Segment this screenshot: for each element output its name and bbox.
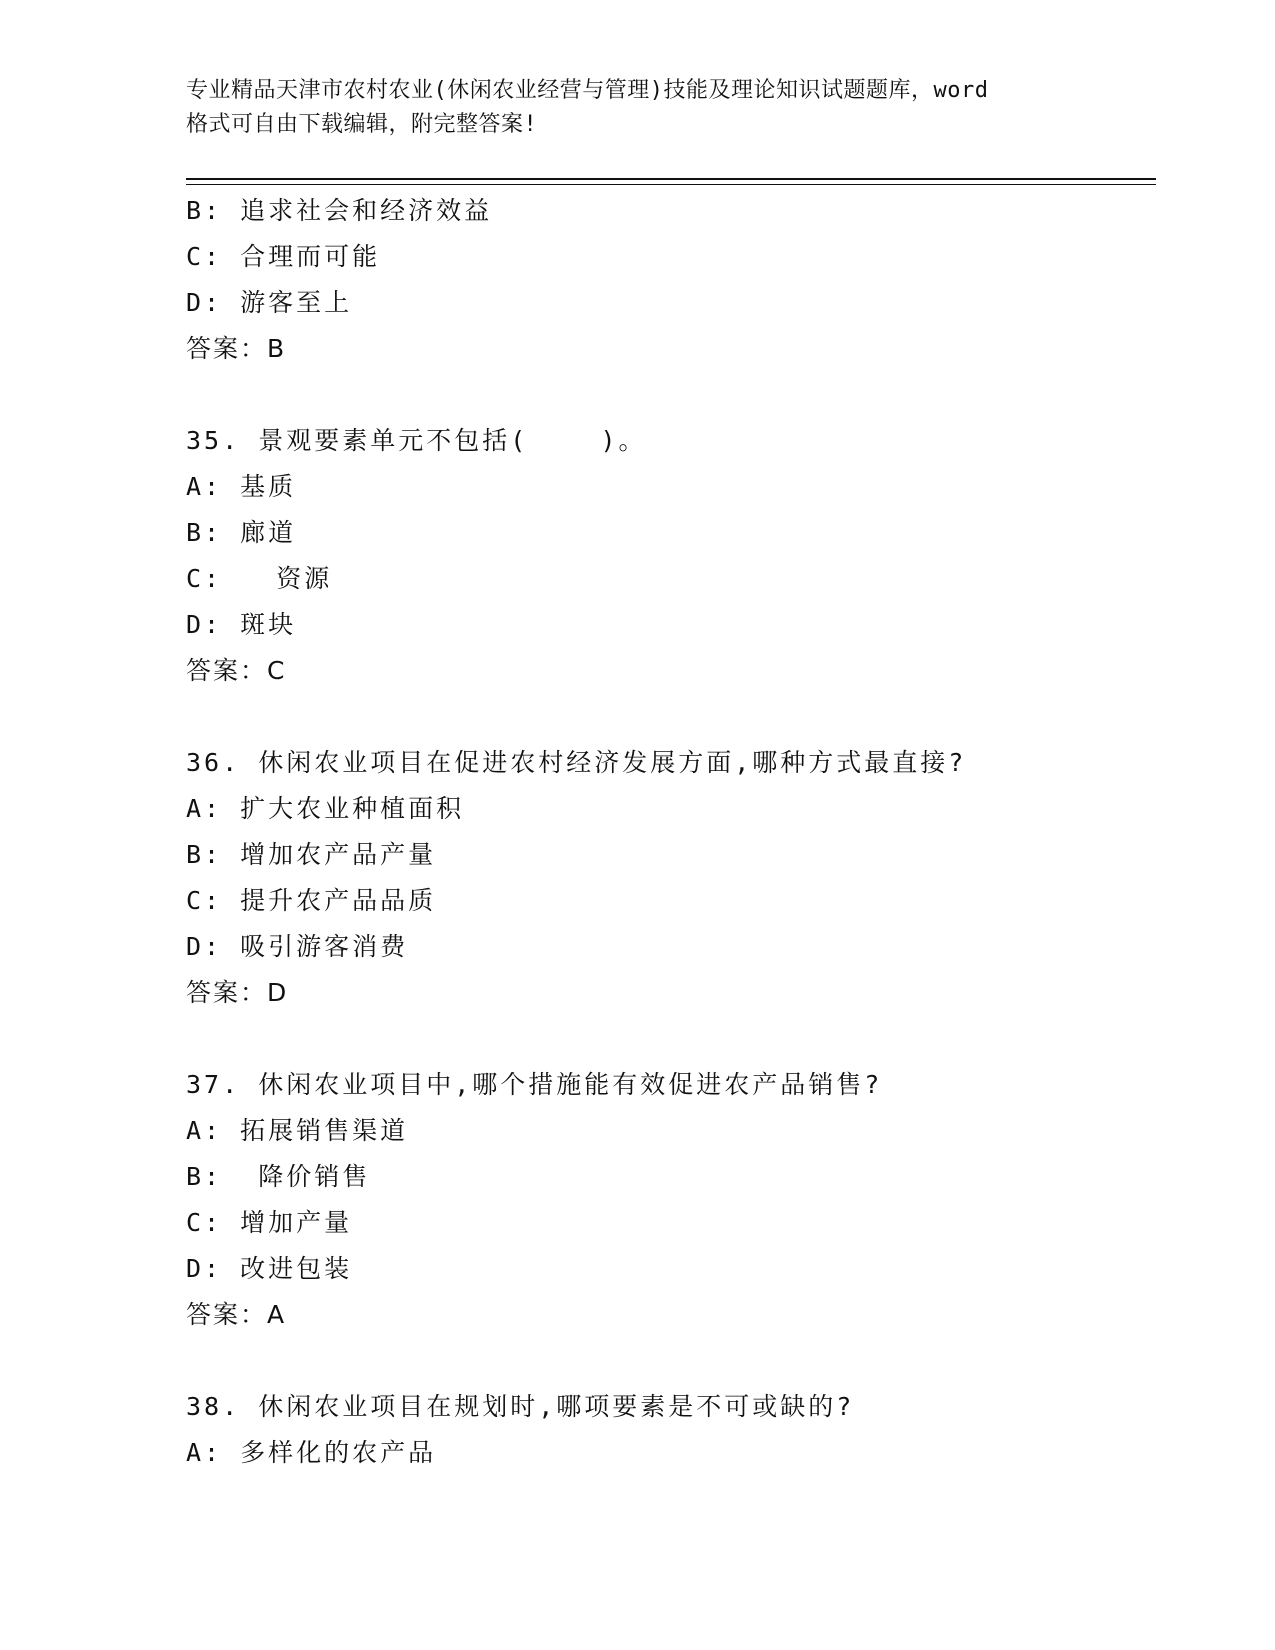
- answer-line: 答案：B: [186, 334, 287, 363]
- option-b: B: 追求社会和经济效益: [186, 196, 493, 225]
- option-b: B: 降价销售: [186, 1162, 371, 1191]
- option-a: A: 扩大农业种植面积: [186, 794, 465, 823]
- option-c: C: 增加产量: [186, 1208, 353, 1237]
- question-34-block: [186, 188, 1146, 372]
- question-35-block: [186, 418, 1146, 694]
- question-text: 36. 休闲农业项目在促进农村经济发展方面,哪种方式最直接?: [186, 748, 967, 777]
- option-d: D: 斑块: [186, 610, 297, 639]
- header-divider-thin: [186, 184, 1156, 185]
- option-a: A: 基质: [186, 472, 297, 501]
- answer-line: 答案：D: [186, 978, 289, 1007]
- question-36-block: [186, 740, 1146, 1016]
- option-c: C: 合理而可能: [186, 242, 381, 271]
- spacer: [186, 372, 1146, 418]
- option-d: D: 吸引游客消费: [186, 932, 409, 961]
- option-d: D: 游客至上: [186, 288, 353, 317]
- option-a: A: 拓展销售渠道: [186, 1116, 409, 1145]
- header-divider-thick: [186, 178, 1156, 180]
- spacer: [186, 1338, 1146, 1384]
- answer-line: 答案：C: [186, 656, 287, 685]
- option-a: A: 多样化的农产品: [186, 1438, 437, 1467]
- option-b: B: 增加农产品产量: [186, 840, 437, 869]
- option-b: B: 廊道: [186, 518, 297, 547]
- question-38-block: [186, 1384, 1146, 1476]
- document-header: [186, 74, 1066, 142]
- option-c: C: 资源: [186, 564, 333, 593]
- question-text: 35. 景观要素单元不包括( )。: [186, 426, 647, 455]
- question-37-block: [186, 1062, 1146, 1338]
- answer-line: 答案：A: [186, 1300, 287, 1329]
- header-line-2: 格式可自由下载编辑，附完整答案!: [186, 112, 538, 137]
- spacer: [186, 694, 1146, 740]
- question-text: 37. 休闲农业项目中,哪个措施能有效促进农产品销售?: [186, 1070, 883, 1099]
- option-d: D: 改进包装: [186, 1254, 353, 1283]
- option-c: C: 提升农产品品质: [186, 886, 437, 915]
- question-list: [186, 188, 1146, 1476]
- spacer: [186, 1016, 1146, 1062]
- header-line-1: 专业精品天津市农村农业(休闲农业经营与管理)技能及理论知识试题题库，word: [186, 78, 989, 103]
- question-text: 38. 休闲农业项目在规划时,哪项要素是不可或缺的?: [186, 1392, 855, 1421]
